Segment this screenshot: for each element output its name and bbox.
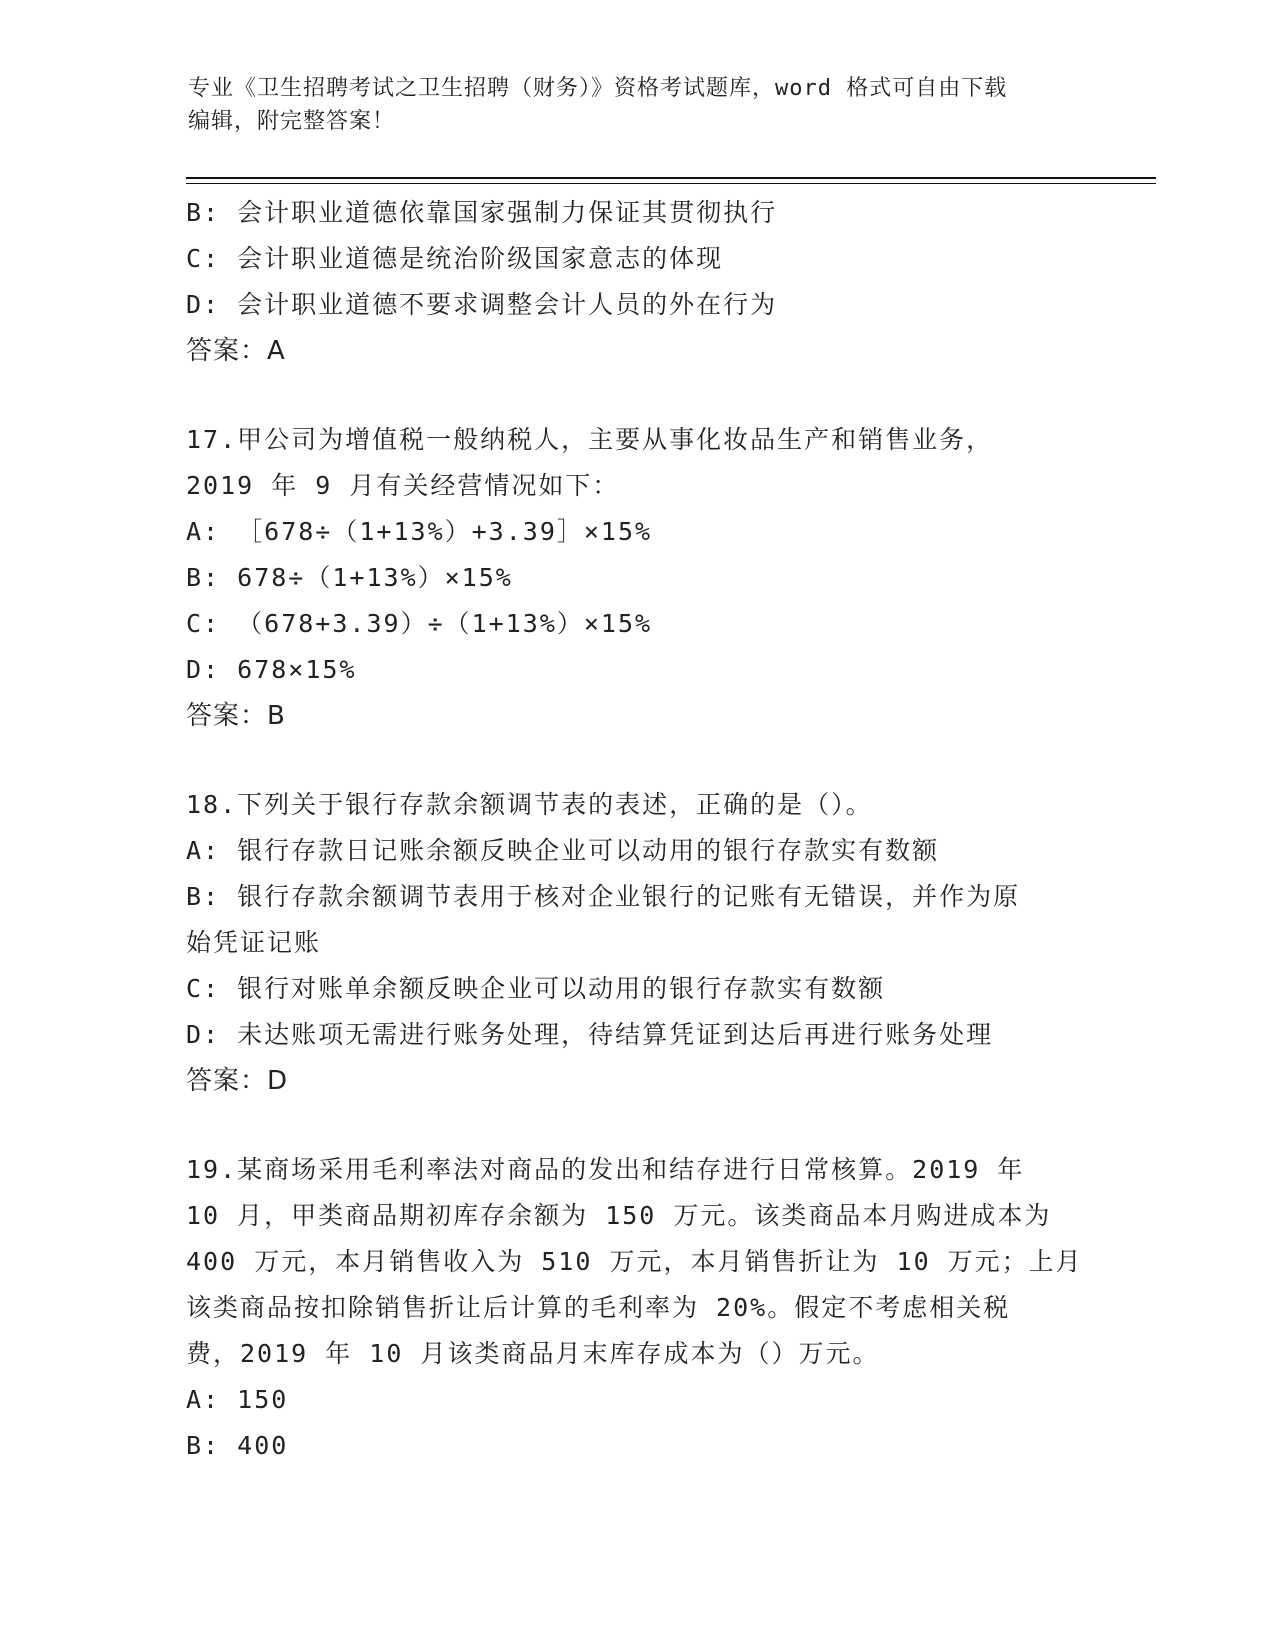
spacer bbox=[186, 739, 1086, 782]
q17-stem-line-2: 2019 年 9 月有关经营情况如下： bbox=[186, 471, 620, 500]
q17-option-d: D: 678×15% bbox=[186, 655, 357, 684]
q19-stem-line-2: 10 月，甲类商品期初库存余额为 150 万元。该类商品本月购进成本为 bbox=[186, 1201, 1052, 1230]
header-divider-thin bbox=[186, 183, 1156, 184]
q18-option-d: D: 未达账项无需进行账务处理，待结算凭证到达后再进行账务处理 bbox=[186, 1020, 994, 1049]
q19-stem-line-1: 19.某商场采用毛利率法对商品的发出和结存进行日常核算。2019 年 bbox=[186, 1155, 1025, 1184]
header-line-2: 编辑，附完整答案！ bbox=[188, 109, 396, 134]
document-header bbox=[188, 72, 1088, 138]
q18-option-a: A: 银行存款日记账余额反映企业可以动用的银行存款实有数额 bbox=[186, 836, 940, 865]
q18-answer: 答案：D bbox=[186, 1066, 289, 1096]
spacer bbox=[186, 1104, 1086, 1147]
q16-answer: 答案：A bbox=[186, 336, 286, 366]
q17-option-a: A: ［678÷（1+13%）+3.39］×15% bbox=[186, 517, 653, 546]
q16-option-b: B: 会计职业道德依靠国家强制力保证其贯彻执行 bbox=[186, 198, 778, 227]
header-line-1: 专业《卫生招聘考试之卫生招聘（财务）》资格考试题库，word 格式可自由下载 bbox=[188, 76, 1008, 101]
q19-stem-line-3: 400 万元，本月销售收入为 510 万元，本月销售折让为 10 万元；上月 bbox=[186, 1247, 1083, 1276]
spacer bbox=[186, 374, 1086, 417]
q18-stem: 18.下列关于银行存款余额调节表的表述，正确的是（）。 bbox=[186, 790, 873, 819]
q16-option-d: D: 会计职业道德不要求调整会计人员的外在行为 bbox=[186, 290, 778, 319]
q16-option-c: C: 会计职业道德是统治阶级国家意志的体现 bbox=[186, 244, 724, 273]
header-divider-thick bbox=[186, 177, 1156, 179]
q17-option-c: C: （678+3.39）÷（1+13%）×15% bbox=[186, 609, 653, 638]
q17-option-b: B: 678÷（1+13%）×15% bbox=[186, 563, 513, 592]
q19-option-b: B: 400 bbox=[186, 1431, 289, 1460]
q17-answer: 答案：B bbox=[186, 701, 286, 731]
q19-stem-line-5: 费，2019 年 10 月该类商品月末库存成本为（）万元。 bbox=[186, 1339, 880, 1368]
q18-option-b-line-1: B: 银行存款余额调节表用于核对企业银行的记账有无错误，并作为原 bbox=[186, 882, 1021, 911]
q19-stem-line-4: 该类商品按扣除销售折让后计算的毛利率为 20%。假定不考虑相关税 bbox=[186, 1293, 1011, 1322]
q18-option-b-line-2: 始凭证记账 bbox=[186, 928, 322, 957]
question-content bbox=[186, 190, 1086, 1469]
q18-option-c: C: 银行对账单余额反映企业可以动用的银行存款实有数额 bbox=[186, 974, 886, 1003]
q17-stem-line-1: 17.甲公司为增值税一般纳税人，主要从事化妆品生产和销售业务， bbox=[186, 425, 994, 454]
q19-option-a: A: 150 bbox=[186, 1385, 289, 1414]
